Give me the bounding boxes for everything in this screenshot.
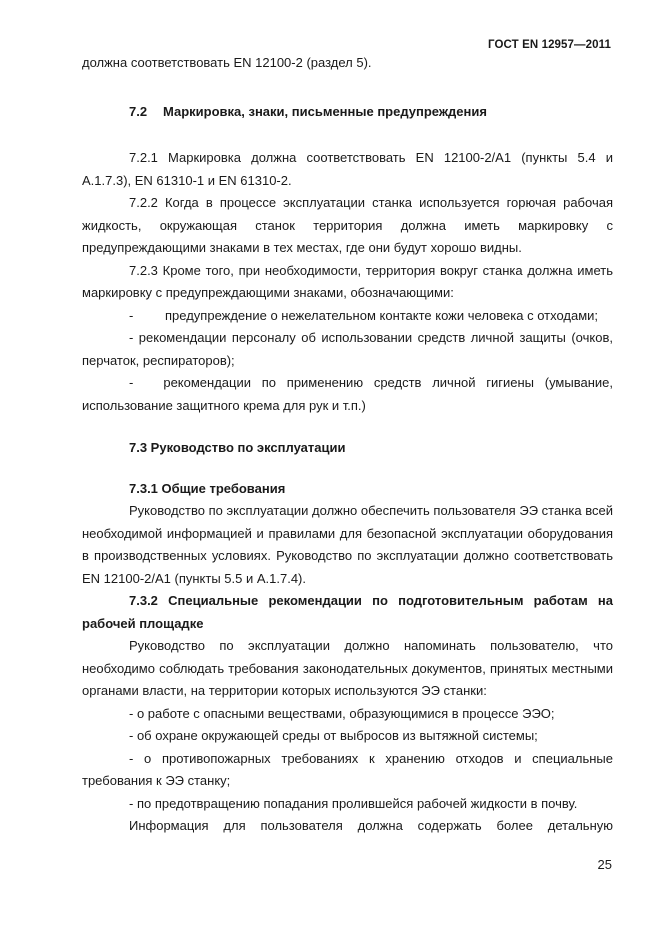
subsection-7-3-2-text: Руководство по эксплуатации должно напоминать пользователю, что необходимо соблюдать требования законодательных документов, принятых местными органами власти, на территории которых используются ЭЭ станки: — [82, 638, 613, 698]
section-7-3-heading: 7.3 Руководство по эксплуатации — [129, 440, 346, 455]
list-dash: - — [129, 375, 134, 390]
list-dash: - — [129, 307, 134, 323]
list-item: - о противопожарных требованиях к хранению отходов и специальные требования к ЭЭ станку; — [82, 750, 613, 788]
paragraph-7-2-3: 7.2.3 Кроме того, при необходимости, территория вокруг станка должна иметь маркировку с предупреждающими знаками, обозначающими: — [82, 262, 613, 300]
list-item: - о работе с опасными веществами, образующимися в процессе ЭЭО; — [129, 705, 555, 721]
subsection-7-3-2-heading: 7.3.2 Специальные рекомендации по подготовительным работам на рабочей площадке — [82, 593, 613, 631]
subsection-7-3-1-heading: 7.3.1 Общие требования — [129, 480, 286, 496]
list-item — [82, 372, 613, 417]
page-number: 25 — [597, 857, 612, 872]
standard-header: ГОСТ EN 12957—2011 — [488, 39, 611, 51]
intro-line: должна соответствовать EN 12100-2 (раздел 5). — [82, 55, 372, 70]
list-item-text: предупреждение о нежелательном контакте кожи человека с отходами; — [165, 307, 599, 323]
list-item: - по предотвращению попадания пролившейся рабочей жидкости в почву. — [129, 795, 578, 811]
paragraph-7-2-1: 7.2.1 Маркировка должна соответствовать EN 12100-2/A1 (пункты 5.4 и A.1.7.3), EN 61310-1 и EN 61310-2. — [82, 150, 613, 188]
page-content — [82, 52, 613, 838]
list-item: - об охране окружающей среды от выбросов из вытяжной системы; — [129, 728, 538, 743]
paragraph-7-2-2: 7.2.2 Когда в процессе эксплуатации станка используется горючая рабочая жидкость, окружающая станок территория должна иметь маркировку с предупреждающими знаками в тех местах, где они будут хорошо видны. — [82, 195, 613, 255]
list-item: - рекомендации персоналу об использовании средств личной защиты (очков, перчаток, респираторов); — [82, 330, 613, 368]
subsection-7-3-1-text: Руководство по эксплуатации должно обеспечить пользователя ЭЭ станка всей необходимой информацией и правилами для безопасной эксплуатации оборудования в производственных условиях. Руководство по эксплуатации должно соответствовать EN 12100-2/A1 (пункты 5.5 и A.1.7.4). — [82, 503, 613, 586]
list-item — [82, 305, 613, 328]
last-line: Информация для пользователя должна содержать более детальную — [129, 818, 613, 833]
section-7-2-number: 7.2 — [129, 103, 148, 119]
list-item-text: рекомендации по применению средств личной гигиены (умывание, использование защитного крема для рук и т.п.) — [82, 375, 613, 413]
section-7-2-title: Маркировка, знаки, письменные предупреждения — [163, 103, 487, 119]
section-7-2-heading — [82, 101, 613, 124]
